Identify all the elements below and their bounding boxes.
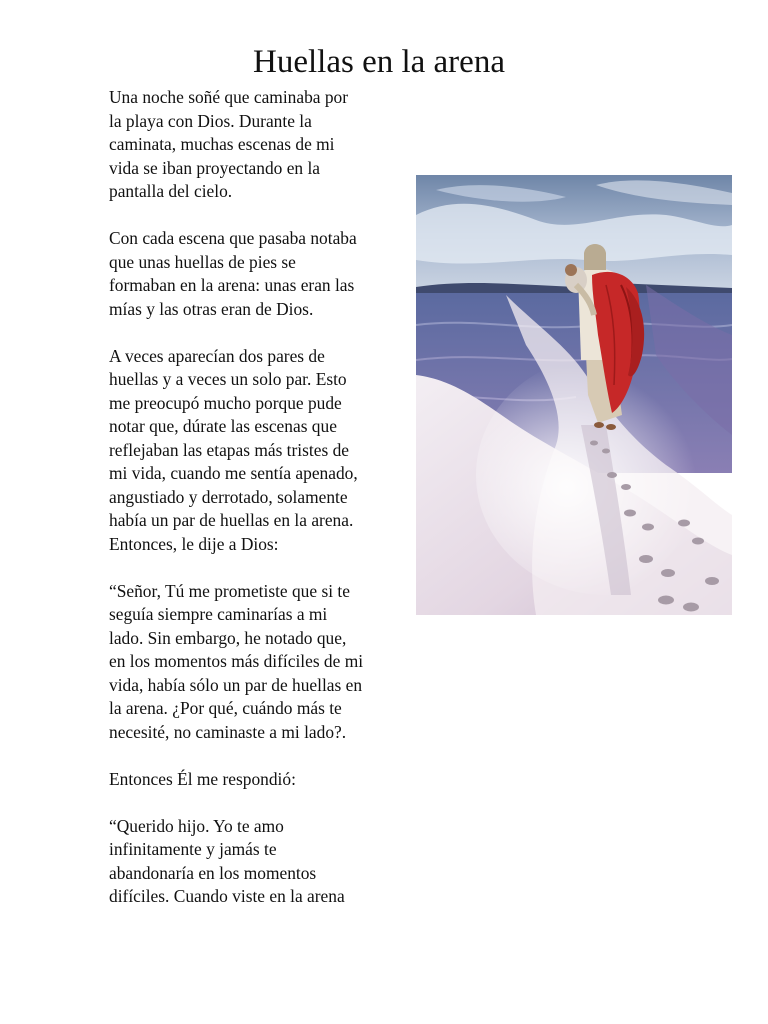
text-line: vida se iban proyectando en la xyxy=(109,157,321,178)
text-line: Con cada escena que pasaba notaba xyxy=(109,228,357,248)
text-line: Una noche soñé que caminaba por xyxy=(109,87,349,107)
text-line: abandonaría en los momentos xyxy=(109,862,317,883)
text-line: mi vida, cuando me sentía apenado, xyxy=(109,463,358,483)
paragraph xyxy=(109,815,414,909)
text-line: me preocupó mucho porque pude xyxy=(109,392,342,413)
text-line: vida, había sólo un par de huellas en xyxy=(109,674,363,695)
beach-painting xyxy=(416,175,732,615)
text-line: Entonces, le dije a Dios: xyxy=(109,533,279,554)
text-line: que unas huellas de pies se xyxy=(109,251,296,272)
text-line: reflejaban las etapas más tristes de xyxy=(109,439,349,460)
text-line: notar que, dúrate las escenas que xyxy=(109,416,337,436)
text-line: había un par de huellas en la arena. xyxy=(109,510,354,530)
text-line: necesité, no caminaste a mi lado?. xyxy=(109,721,347,742)
text-line: angustiado y derrotado, solamente xyxy=(109,486,348,507)
text-line: A veces aparecían dos pares de xyxy=(109,345,325,366)
text-line: en los momentos más difíciles de mi xyxy=(109,651,364,671)
paragraph xyxy=(109,86,414,204)
story-text xyxy=(109,86,414,932)
text-line: infinitamente y jamás te xyxy=(109,839,277,859)
paragraph xyxy=(109,768,414,792)
text-line: formaban en la arena: unas eran las xyxy=(109,275,355,295)
text-line: “Señor, Tú me prometiste que si te xyxy=(109,580,350,601)
jesus-carrying-child-on-beach-illustration xyxy=(416,175,732,615)
page-title: Huellas en la arena xyxy=(253,44,505,80)
text-line: Entonces Él me respondió: xyxy=(109,768,296,789)
text-line: huellas y a veces un solo par. Esto xyxy=(109,369,347,389)
hair xyxy=(584,244,606,270)
text-line: seguía siempre caminarías a mi xyxy=(109,604,328,624)
paragraph xyxy=(109,227,414,321)
text-line: mías y las otras eran de Dios. xyxy=(109,298,314,319)
text-line: la playa con Dios. Durante la xyxy=(109,110,312,131)
text-line: pantalla del cielo. xyxy=(109,181,233,201)
text-line: caminata, muchas escenas de mi xyxy=(109,134,335,154)
text-line: “Querido hijo. Yo te amo xyxy=(109,815,284,836)
text-line: difíciles. Cuando viste en la arena xyxy=(109,886,345,906)
paragraph xyxy=(109,345,414,557)
text-line: lado. Sin embargo, he notado que, xyxy=(109,627,347,648)
paragraph xyxy=(109,580,414,745)
text-line: la arena. ¿Por qué, cuándo más te xyxy=(109,698,342,718)
